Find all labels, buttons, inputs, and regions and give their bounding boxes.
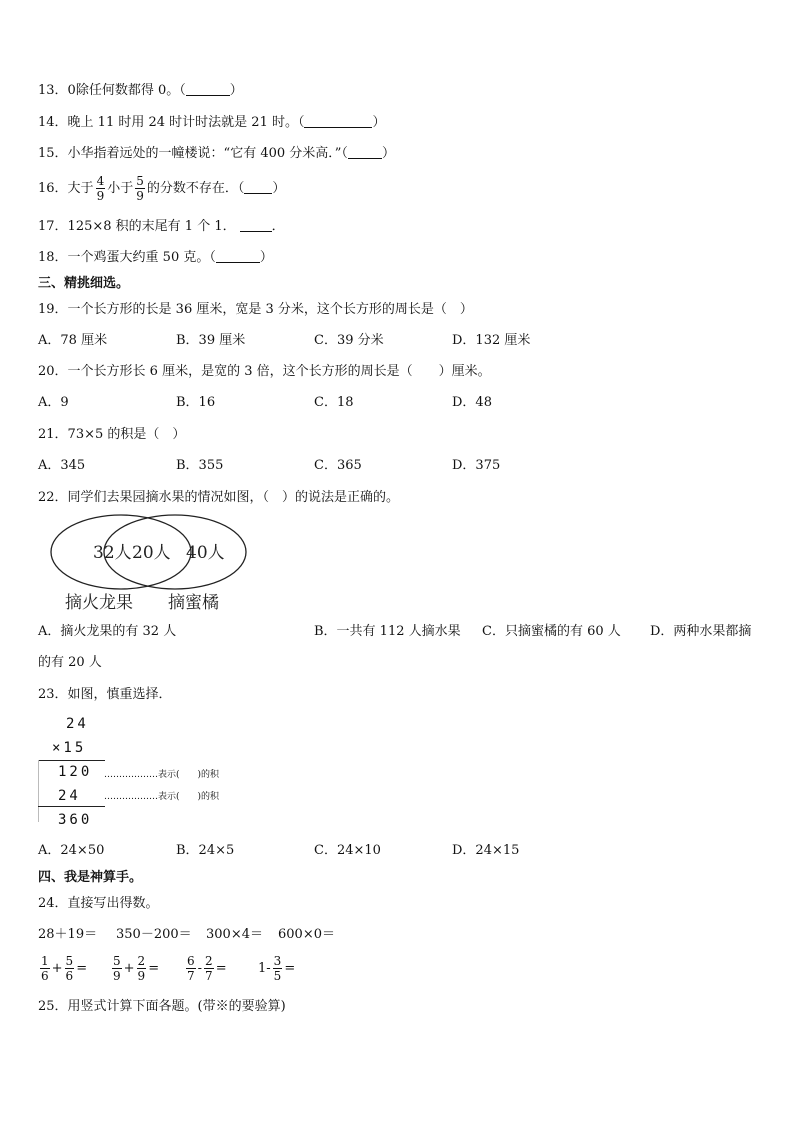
option-d[interactable]: D．132 厘米 xyxy=(452,333,531,348)
question-text: 一个鸡蛋大约重 50 克。 xyxy=(67,250,210,265)
denominator: 7 xyxy=(187,969,195,983)
paren-close: ） xyxy=(272,181,286,196)
paren-open: （ xyxy=(209,250,216,265)
question-text: 小于 xyxy=(107,181,134,196)
numerator: 4 xyxy=(96,174,105,188)
option-c[interactable]: C．24×10 xyxy=(314,843,381,858)
paren-close: ） xyxy=(229,83,243,98)
question-number: 19． xyxy=(38,302,68,317)
denominator: 9 xyxy=(136,189,144,203)
question-18 xyxy=(38,250,273,266)
venn-left-label: 摘火龙果 xyxy=(65,593,133,613)
question-number: 25． xyxy=(38,999,68,1014)
option-c[interactable]: C．只摘蜜橘的有 60 人 xyxy=(482,624,621,639)
option-a[interactable]: A．9 xyxy=(38,395,69,410)
question-number: 17． xyxy=(38,219,68,234)
fraction xyxy=(186,954,196,983)
question-text: 一个长方形的长是 36 厘米，宽是 3 分米，这个长方形的周长是（ ） xyxy=(67,302,473,317)
numerator: 2 xyxy=(137,954,146,968)
option-d[interactable]: D．375 xyxy=(452,458,501,473)
question-number: 16． xyxy=(38,181,68,196)
multiplier: ×15 xyxy=(52,740,87,756)
option-c[interactable]: C．18 xyxy=(314,395,354,410)
venn-right-value: 40人 xyxy=(186,543,225,563)
question-text: 直接写出得数。 xyxy=(67,896,159,911)
answer-blank[interactable] xyxy=(240,219,272,232)
question-23 xyxy=(38,687,172,703)
equals: = xyxy=(284,961,296,976)
option-b[interactable]: B．355 xyxy=(176,458,224,473)
paren-open: （ xyxy=(179,83,186,98)
operator: + xyxy=(51,961,63,976)
question-17 xyxy=(38,219,285,235)
question-15 xyxy=(38,146,395,162)
calc-rule xyxy=(38,760,105,761)
option-a[interactable]: A．345 xyxy=(38,458,86,473)
partial-product-1: 120 xyxy=(58,764,93,780)
numerator: 3 xyxy=(273,954,282,968)
option-b[interactable]: B．16 xyxy=(176,395,216,410)
option-b[interactable]: B．24×5 xyxy=(176,843,235,858)
question-text: 晚上 11 时用 24 时计时法就是 21 时。 xyxy=(67,115,298,130)
question-number: 24． xyxy=(38,896,68,911)
option-a[interactable]: A．24×50 xyxy=(38,843,105,858)
venn-diagram xyxy=(48,512,258,616)
venn-right-label: 摘蜜橘 xyxy=(168,593,219,613)
partial-product-2: 24 xyxy=(58,788,81,804)
question-number: 21． xyxy=(38,427,68,442)
question-20 xyxy=(38,364,491,380)
question-text: 125×8 积的末尾有 1 个 1． xyxy=(67,219,236,234)
answer-blank[interactable] xyxy=(304,115,372,128)
denominator: 9 xyxy=(137,969,146,983)
question-13 xyxy=(38,83,243,99)
expression: 350－200＝ xyxy=(116,927,192,942)
product: 360 xyxy=(58,812,93,828)
paren-close: ） xyxy=(259,250,273,265)
paren-open: （ xyxy=(341,146,348,161)
denominator: 9 xyxy=(96,189,105,203)
option-c[interactable]: C．365 xyxy=(314,458,362,473)
equals: = xyxy=(76,961,88,976)
question-22 xyxy=(38,490,399,506)
operator: - xyxy=(197,961,203,976)
question-text: 大于 xyxy=(67,181,94,196)
denominator: 6 xyxy=(41,969,49,983)
question-24 xyxy=(38,896,159,912)
question-text: 用竖式计算下面各题。(带※的要验算) xyxy=(67,999,286,1014)
multiplicand: 24 xyxy=(66,716,89,732)
fraction xyxy=(137,954,147,983)
expression: 28＋19＝ xyxy=(38,927,98,942)
question-text: 0除任何数都得 0。 xyxy=(67,83,180,98)
venn-middle-value: 20人 xyxy=(132,543,171,563)
fraction xyxy=(204,954,214,983)
fraction xyxy=(96,174,106,203)
question-21 xyxy=(38,427,185,443)
denominator: 9 xyxy=(113,969,121,983)
option-b[interactable]: B．39 厘米 xyxy=(176,333,246,348)
question-number: 13． xyxy=(38,83,68,98)
fraction xyxy=(40,954,50,983)
option-d[interactable]: D．48 xyxy=(452,395,492,410)
question-text: 一个长方形长 6 厘米，是宽的 3 倍，这个长方形的周长是（ ）厘米。 xyxy=(67,364,491,379)
paren-close: ） xyxy=(372,115,386,130)
question-16 xyxy=(38,174,285,204)
calc-rule xyxy=(38,806,105,807)
fraction-expression xyxy=(38,952,87,986)
fraction xyxy=(112,954,122,983)
section-heading: 三、精挑细选。 xyxy=(38,276,130,291)
fraction-expression xyxy=(258,952,295,986)
question-text: 小华指着远处的一幢楼说：“它有 400 分米高．” xyxy=(67,146,342,161)
paren-open: （ xyxy=(297,115,305,130)
operator: + xyxy=(123,961,135,976)
numerator: 6 xyxy=(187,954,195,968)
answer-blank[interactable] xyxy=(186,83,230,96)
equals: = xyxy=(215,961,227,976)
denominator: 7 xyxy=(205,969,213,983)
numerator: 2 xyxy=(205,954,213,968)
question-number: 22． xyxy=(38,490,68,505)
option-a[interactable]: A．摘火龙果的有 32 人 xyxy=(38,624,177,639)
question-number: 20． xyxy=(38,364,68,379)
question-number: 15． xyxy=(38,146,68,161)
option-b[interactable]: B．一共有 112 人摘水果 xyxy=(314,624,461,639)
option-a[interactable]: A．78 厘米 xyxy=(38,333,108,348)
answer-blank[interactable] xyxy=(348,146,382,159)
answer-blank[interactable] xyxy=(244,181,272,194)
paren-close: ） xyxy=(381,146,395,161)
paren-open: （ xyxy=(237,181,245,196)
option-d[interactable]: D．两种水果都摘 xyxy=(650,624,752,639)
denominator: 6 xyxy=(65,969,74,983)
question-number: 14． xyxy=(38,115,68,130)
question-text: 73×5 的积是（ ） xyxy=(67,427,186,442)
fraction-expression xyxy=(184,952,227,986)
fraction xyxy=(273,954,283,983)
expression: 300×4＝ xyxy=(206,927,263,942)
period: ． xyxy=(271,219,285,234)
option-d[interactable]: D．24×15 xyxy=(452,843,520,858)
fraction xyxy=(135,174,145,203)
section-heading: 四、我是神算手。 xyxy=(38,870,143,885)
question-number: 18． xyxy=(38,250,68,265)
denominator: 5 xyxy=(273,969,282,983)
question-text: 如图，慎重选择． xyxy=(67,687,172,702)
fraction xyxy=(65,954,75,983)
calc-side-rule xyxy=(38,760,39,822)
expression: 600×0＝ xyxy=(278,927,335,942)
option-d-continued: 的有 20 人 xyxy=(38,655,102,670)
operand: 1- xyxy=(258,961,271,976)
numerator: 1 xyxy=(41,954,49,968)
option-c[interactable]: C．39 分米 xyxy=(314,333,384,348)
question-number: 23． xyxy=(38,687,68,702)
question-text: 同学们去果园摘水果的情况如图，（ ）的说法是正确的。 xyxy=(67,490,400,505)
question-19 xyxy=(38,302,473,318)
equals: = xyxy=(148,961,160,976)
numerator: 5 xyxy=(65,954,74,968)
fraction-expression xyxy=(110,952,159,986)
calc-note: ………………表示( )的积 xyxy=(104,792,220,802)
venn-left-value: 32人 xyxy=(93,543,132,563)
question-14 xyxy=(38,115,386,131)
numerator: 5 xyxy=(136,174,144,188)
question-text: 的分数不存在． xyxy=(146,181,238,196)
numerator: 5 xyxy=(113,954,121,968)
calc-note: ………………表示( )的积 xyxy=(104,770,220,780)
question-25 xyxy=(38,999,286,1015)
answer-blank[interactable] xyxy=(216,250,260,263)
